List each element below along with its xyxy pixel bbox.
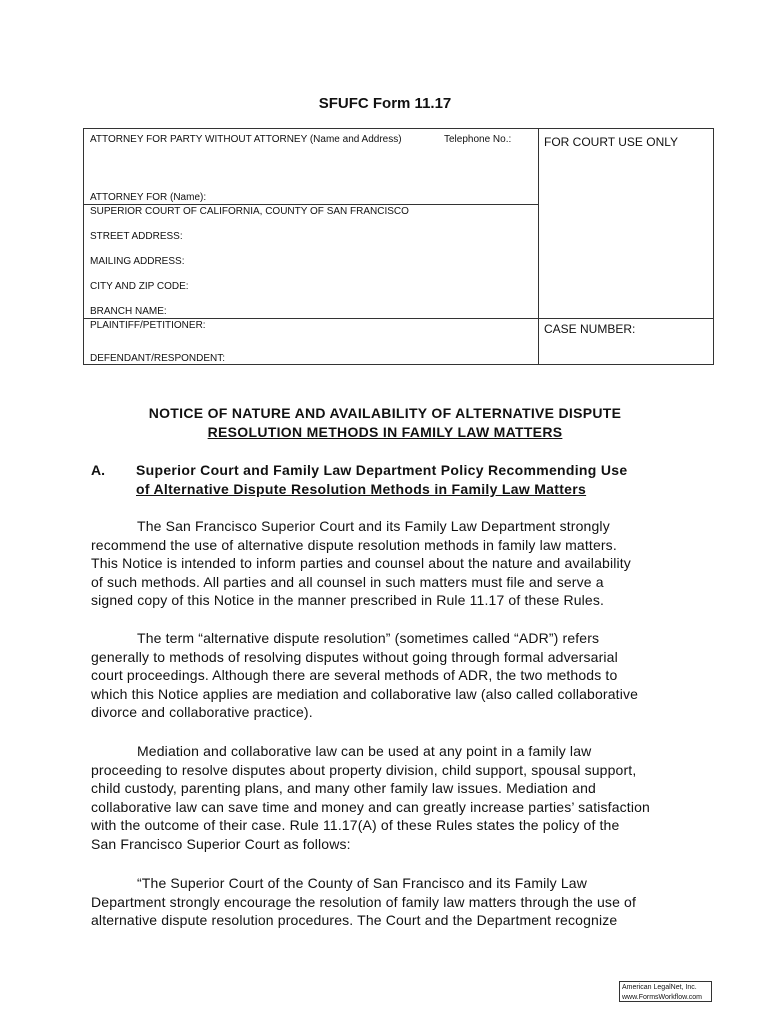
section-a-title: [136, 461, 696, 499]
court-name: SUPERIOR COURT OF CALIFORNIA, COUNTY OF SAN FRANCISCO: [90, 206, 409, 217]
text-line: with the outcome of their case. Rule 11.17(A) of these Rules states the policy of the: [91, 817, 620, 834]
text-line: proceeding to resolve disputes about property division, child support, spousal support,: [91, 761, 637, 778]
court-use-label: FOR COURT USE ONLY: [544, 135, 679, 149]
text-line: The term “alternative dispute resolution” (sometimes called “ADR”) refers: [137, 630, 600, 646]
text-line: collaborative law can save time and money and can greatly increase parties’ satisfaction: [91, 798, 650, 815]
text-line: recommend the use of alternative dispute resolution methods in family law matters.: [91, 536, 617, 553]
text-line: “The Superior Court of the County of San Francisco and its Family Law: [137, 875, 587, 891]
footer-line1: American LegalNet, Inc.: [622, 984, 697, 991]
divider: [538, 318, 713, 319]
footer-line2: www.FormsWorkflow.com: [622, 993, 702, 1001]
footer-watermark: [619, 981, 712, 1002]
text-line: child custody, parenting plans, and many other family law issues. Mediation and: [91, 780, 596, 797]
text-line: The San Francisco Superior Court and its Family Law Department strongly: [137, 518, 610, 534]
notice-heading-line2: RESOLUTION METHODS IN FAMILY LAW MATTERS: [207, 424, 563, 440]
branch-name-label: BRANCH NAME:: [90, 306, 167, 317]
section-a-title-line2: of Alternative Dispute Resolution Methods in Family Law Matters: [136, 481, 587, 497]
city-zip-label: CITY AND ZIP CODE:: [90, 281, 189, 292]
notice-heading-line1: NOTICE OF NATURE AND AVAILABILITY OF ALTERNATIVE DISPUTE: [148, 405, 622, 421]
text-line: signed copy of this Notice in the manner prescribed in Rule 11.17 of these Rules.: [91, 592, 605, 609]
section-a-title-line1: Superior Court and Family Law Department Policy Recommending Use: [136, 462, 628, 478]
text-line: San Francisco Superior Court as follows:: [91, 835, 351, 852]
paragraph-4: [91, 874, 691, 930]
text-line: divorce and collaborative practice).: [91, 704, 313, 721]
caption-right-column: [538, 129, 713, 364]
text-line: generally to methods of resolving disputes without going through formal adversarial: [91, 648, 618, 665]
text-line: alternative dispute resolution procedures. The Court and the Department recognize: [91, 912, 618, 929]
notice-heading: [0, 404, 770, 442]
caption-left-column: [84, 129, 539, 364]
text-line: of such methods. All parties and all counsel in such matters must file and serve a: [91, 573, 604, 590]
text-line: court proceedings. Although there are several methods of ADR, the two methods to: [91, 667, 618, 684]
section-a-label: A.: [91, 462, 105, 478]
text-line: Mediation and collaborative law can be used at any point in a family law: [137, 743, 592, 759]
paragraph-3: [91, 742, 691, 854]
divider: [84, 318, 538, 319]
text-line: Department strongly encourage the resolution of family law matters through the use of: [91, 893, 637, 910]
telephone-label: Telephone No.:: [444, 134, 512, 145]
divider: [84, 204, 538, 205]
attorney-label: ATTORNEY FOR PARTY WITHOUT ATTORNEY (Name and Address): [90, 134, 402, 145]
attorney-for-label: ATTORNEY FOR (Name):: [90, 192, 207, 203]
defendant-label: DEFENDANT/RESPONDENT:: [90, 353, 226, 364]
text-line: which this Notice applies are mediation and collaborative law (also called collaborative: [91, 685, 639, 702]
caption-box: [83, 128, 714, 365]
paragraph-1: [91, 517, 691, 610]
text-line: This Notice is intended to inform parties and counsel about the nature and availability: [91, 555, 631, 572]
street-address-label: STREET ADDRESS:: [90, 231, 183, 242]
plaintiff-label: PLAINTIFF/PETITIONER:: [90, 320, 206, 331]
mailing-address-label: MAILING ADDRESS:: [90, 256, 185, 267]
form-title: SFUFC Form 11.17: [318, 95, 452, 112]
case-number-label: CASE NUMBER:: [544, 322, 636, 336]
paragraph-2: [91, 629, 691, 722]
